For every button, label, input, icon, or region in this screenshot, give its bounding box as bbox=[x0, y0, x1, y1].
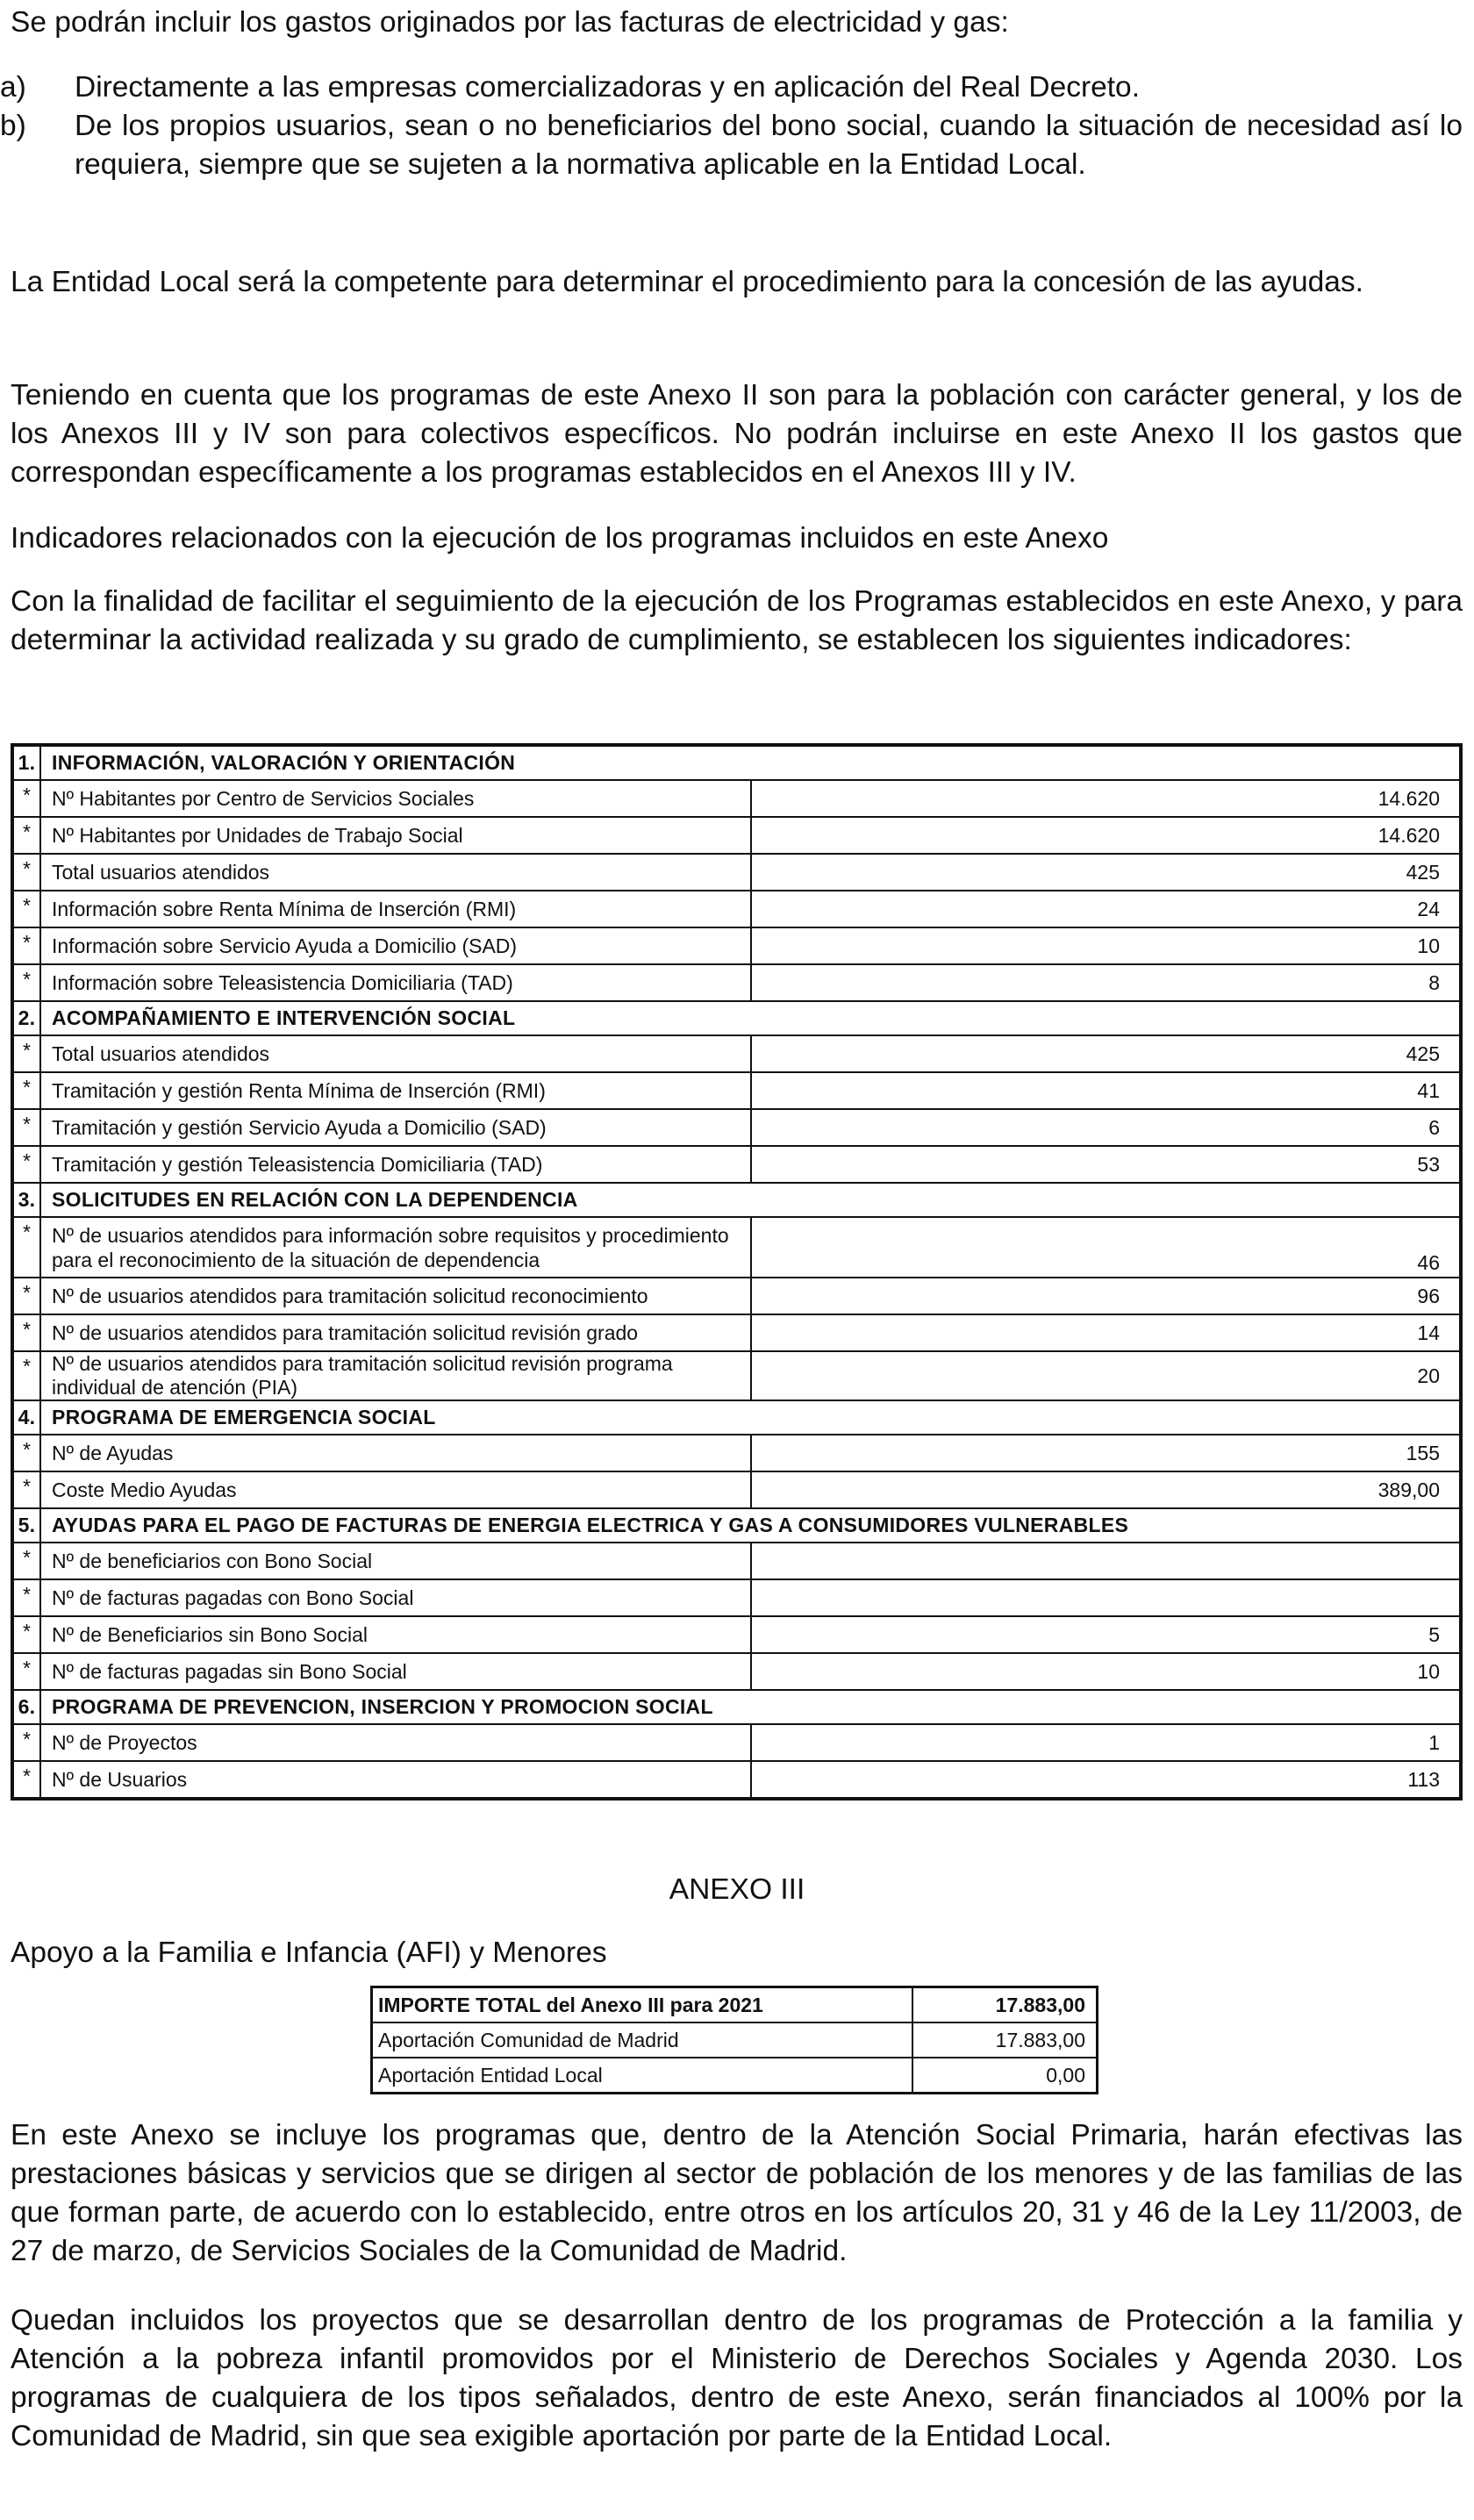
anexo-subtitle: Apoyo a la Familia e Infancia (AFI) y Menores bbox=[11, 1937, 607, 1969]
indicator-value bbox=[751, 1579, 1462, 1616]
table-row bbox=[12, 1471, 1461, 1508]
indicator-label: Total usuarios atendidos bbox=[40, 854, 751, 891]
bullet-mark: * bbox=[12, 1035, 40, 1072]
indicator-label: Nº de Ayudas bbox=[40, 1435, 751, 1471]
table-row bbox=[12, 1435, 1461, 1471]
bullet-mark: * bbox=[12, 1351, 40, 1400]
bullet-mark: * bbox=[12, 780, 40, 817]
indicator-value: 14.620 bbox=[751, 780, 1462, 817]
indicator-label: Total usuarios atendidos bbox=[40, 1035, 751, 1072]
importe-label: Aportación Entidad Local bbox=[372, 2058, 913, 2094]
bullet-mark: * bbox=[12, 1217, 40, 1278]
table-row bbox=[12, 780, 1461, 817]
anexo-paragraph-1: En este Anexo se incluye los programas que, dentro de la Atención Social Primaria, harán efectivas las prestaciones básicas y servicios que se dirigen al sector de población de los menores y de las familias de las que forman parte, de acuerdo con lo establecido, entre otros en los artículos 20, 31 y 46 de la Ley 11/2003, de 27 de marzo, de Servicios Sociales de la Comunidad de Madrid. bbox=[11, 2119, 1463, 2267]
indicator-value: 10 bbox=[751, 927, 1462, 964]
anexo-paragraph-2: Quedan incluidos los proyectos que se desarrollan dentro de los programas de Protección a la familia y Atención a la pobreza infantil promovidos por el Ministerio de Derechos Sociales y Agenda 2030. Los programas de cualquiera de los tipos señalados, dentro de este Anexo, serán financiados al 100% por la Comunidad de Madrid, sin que sea exigible aportación por parte de la Entidad Local. bbox=[11, 2304, 1463, 2452]
section-title: SOLICITUDES EN RELACIÓN CON LA DEPENDENCIA bbox=[40, 1183, 1461, 1217]
importe-label: IMPORTE TOTAL del Anexo III para 2021 bbox=[372, 1987, 913, 2023]
indicator-label: Nº de usuarios atendidos para tramitación solicitud reconocimiento bbox=[40, 1278, 751, 1314]
section-number: 6. bbox=[12, 1690, 40, 1724]
bullet-mark: * bbox=[12, 1072, 40, 1109]
indicator-label: Nº de beneficiarios con Bono Social bbox=[40, 1543, 751, 1579]
indicator-value: 425 bbox=[751, 1035, 1462, 1072]
bullet-mark: * bbox=[12, 1435, 40, 1471]
list-item-text: De los propios usuarios, sean o no beneficiarios del bono social, cuando la situación de necesidad así lo requiera, siempre que se sujeten a la normativa aplicable en la Entidad Local. bbox=[75, 110, 1463, 181]
indicator-value: 41 bbox=[751, 1072, 1462, 1109]
list-marker: b) bbox=[0, 110, 26, 142]
bullet-mark: * bbox=[12, 1579, 40, 1616]
indicator-value bbox=[751, 1543, 1462, 1579]
indicator-value: 53 bbox=[751, 1146, 1462, 1183]
indicator-value: 425 bbox=[751, 854, 1462, 891]
indicator-label: Nº Habitantes por Unidades de Trabajo Social bbox=[40, 817, 751, 854]
indicator-value: 10 bbox=[751, 1653, 1462, 1690]
bullet-mark: * bbox=[12, 1724, 40, 1761]
indicator-label: Nº de usuarios atendidos para tramitación solicitud revisión grado bbox=[40, 1314, 751, 1351]
bullet-mark: * bbox=[12, 891, 40, 927]
indicator-label: Nº de usuarios atendidos para tramitación solicitud revisión programa individual de atención (PIA) bbox=[40, 1351, 751, 1400]
indicator-value: 389,00 bbox=[751, 1471, 1462, 1508]
bullet-mark: * bbox=[12, 1653, 40, 1690]
table-row bbox=[12, 964, 1461, 1001]
section-header-row bbox=[12, 1400, 1461, 1435]
bullet-mark: * bbox=[12, 1278, 40, 1314]
bullet-mark: * bbox=[12, 1471, 40, 1508]
table-row bbox=[12, 1146, 1461, 1183]
indicator-label: Nº de Usuarios bbox=[40, 1761, 751, 1799]
indicator-value: 5 bbox=[751, 1616, 1462, 1653]
section-title: INFORMACIÓN, VALORACIÓN Y ORIENTACIÓN bbox=[40, 745, 1461, 780]
table-row bbox=[12, 1217, 1461, 1278]
table-row bbox=[12, 1724, 1461, 1761]
section-number: 1. bbox=[12, 745, 40, 780]
section-header-row bbox=[12, 1001, 1461, 1035]
table-row bbox=[12, 1579, 1461, 1616]
indicators-table bbox=[11, 743, 1463, 1801]
section-number: 2. bbox=[12, 1001, 40, 1035]
intro-paragraph-4: Indicadores relacionados con la ejecución de los programas incluidos en este Anexo bbox=[11, 522, 1109, 555]
indicator-value: 14.620 bbox=[751, 817, 1462, 854]
indicator-value: 24 bbox=[751, 891, 1462, 927]
indicator-value: 96 bbox=[751, 1278, 1462, 1314]
bullet-mark: * bbox=[12, 1109, 40, 1146]
importe-table bbox=[370, 1986, 1098, 2094]
indicator-label: Información sobre Servicio Ayuda a Domicilio (SAD) bbox=[40, 927, 751, 964]
section-header-row bbox=[12, 1508, 1461, 1543]
intro-paragraph-1: Se podrán incluir los gastos originados por las facturas de electricidad y gas: bbox=[11, 6, 1009, 39]
intro-paragraph-2: La Entidad Local será la competente para determinar el procedimiento para la concesión de las ayudas. bbox=[11, 266, 1363, 298]
list-item-b bbox=[0, 107, 1463, 184]
table-row bbox=[12, 1035, 1461, 1072]
table-row bbox=[12, 1653, 1461, 1690]
bullet-mark: * bbox=[12, 1146, 40, 1183]
indicator-label: Nº de Proyectos bbox=[40, 1724, 751, 1761]
importe-amount: 0,00 bbox=[912, 2058, 1098, 2094]
intro-paragraph-5: Con la finalidad de facilitar el seguimiento de la ejecución de los Programas establecidos en este Anexo, y para determinar la actividad realizada y su grado de cumplimiento, se establecen los siguientes indicadores: bbox=[11, 585, 1463, 656]
importe-row bbox=[372, 2058, 1098, 2094]
bullet-mark: * bbox=[12, 964, 40, 1001]
table-row bbox=[12, 891, 1461, 927]
table-row bbox=[12, 817, 1461, 854]
table-row bbox=[12, 1761, 1461, 1799]
indicator-label: Nº de Beneficiarios sin Bono Social bbox=[40, 1616, 751, 1653]
indicator-label: Tramitación y gestión Teleasistencia Domiciliaria (TAD) bbox=[40, 1146, 751, 1183]
table-row bbox=[12, 1351, 1461, 1400]
indicator-value: 155 bbox=[751, 1435, 1462, 1471]
bullet-mark: * bbox=[12, 1543, 40, 1579]
importe-amount: 17.883,00 bbox=[912, 1987, 1098, 2023]
importe-row bbox=[372, 2022, 1098, 2058]
bullet-mark: * bbox=[12, 854, 40, 891]
indicator-label: Información sobre Renta Mínima de Inserción (RMI) bbox=[40, 891, 751, 927]
section-header-row bbox=[12, 1690, 1461, 1724]
indicator-value: 113 bbox=[751, 1761, 1462, 1799]
indicator-label: Nº de facturas pagadas con Bono Social bbox=[40, 1579, 751, 1616]
list-item-text: Directamente a las empresas comercializadoras y en aplicación del Real Decreto. bbox=[75, 71, 1140, 104]
indicator-value: 14 bbox=[751, 1314, 1462, 1351]
bullet-mark: * bbox=[12, 927, 40, 964]
section-number: 3. bbox=[12, 1183, 40, 1217]
bullet-mark: * bbox=[12, 817, 40, 854]
indicator-value: 20 bbox=[751, 1351, 1462, 1400]
intro-paragraph-3: Teniendo en cuenta que los programas de este Anexo II son para la población con carácter general, y los de los Anexos III y IV son para colectivos específicos. No podrán incluirse en este Anexo II los gastos que correspondan específicamente a los programas establecidos en el Anexos III y IV. bbox=[11, 379, 1463, 489]
section-title: AYUDAS PARA EL PAGO DE FACTURAS DE ENERGIA ELECTRICA Y GAS A CONSUMIDORES VULNERABLES bbox=[40, 1508, 1461, 1543]
section-header-row bbox=[12, 745, 1461, 780]
importe-label: Aportación Comunidad de Madrid bbox=[372, 2022, 913, 2058]
bullet-mark: * bbox=[12, 1616, 40, 1653]
table-row bbox=[12, 1314, 1461, 1351]
anexo-title: ANEXO III bbox=[669, 1873, 805, 1906]
importe-total-row bbox=[372, 1987, 1098, 2023]
section-number: 4. bbox=[12, 1400, 40, 1435]
indicator-label: Nº de facturas pagadas sin Bono Social bbox=[40, 1653, 751, 1690]
table-row bbox=[12, 854, 1461, 891]
section-title: PROGRAMA DE PREVENCION, INSERCION Y PROMOCION SOCIAL bbox=[40, 1690, 1461, 1724]
bullet-mark: * bbox=[12, 1314, 40, 1351]
table-row bbox=[12, 1543, 1461, 1579]
table-row bbox=[12, 927, 1461, 964]
indicator-value: 1 bbox=[751, 1724, 1462, 1761]
section-title: PROGRAMA DE EMERGENCIA SOCIAL bbox=[40, 1400, 1461, 1435]
table-row bbox=[12, 1278, 1461, 1314]
bullet-mark: * bbox=[12, 1761, 40, 1799]
indicator-value: 6 bbox=[751, 1109, 1462, 1146]
table-row bbox=[12, 1072, 1461, 1109]
indicator-label: Nº Habitantes por Centro de Servicios Sociales bbox=[40, 780, 751, 817]
table-row bbox=[12, 1109, 1461, 1146]
indicator-label: Información sobre Teleasistencia Domiciliaria (TAD) bbox=[40, 964, 751, 1001]
importe-amount: 17.883,00 bbox=[912, 2022, 1098, 2058]
indicator-label: Nº de usuarios atendidos para información sobre requisitos y procedimiento para el reconocimiento de la situación de dependencia bbox=[40, 1217, 751, 1278]
list-item-a bbox=[0, 68, 1463, 107]
table-row bbox=[12, 1616, 1461, 1653]
section-title: ACOMPAÑAMIENTO E INTERVENCIÓN SOCIAL bbox=[40, 1001, 1461, 1035]
section-header-row bbox=[12, 1183, 1461, 1217]
indicator-label: Tramitación y gestión Renta Mínima de Inserción (RMI) bbox=[40, 1072, 751, 1109]
indicator-label: Coste Medio Ayudas bbox=[40, 1471, 751, 1508]
indicator-label: Tramitación y gestión Servicio Ayuda a Domicilio (SAD) bbox=[40, 1109, 751, 1146]
section-number: 5. bbox=[12, 1508, 40, 1543]
list-marker: a) bbox=[0, 71, 26, 104]
indicator-value: 46 bbox=[751, 1217, 1462, 1278]
indicator-value: 8 bbox=[751, 964, 1462, 1001]
